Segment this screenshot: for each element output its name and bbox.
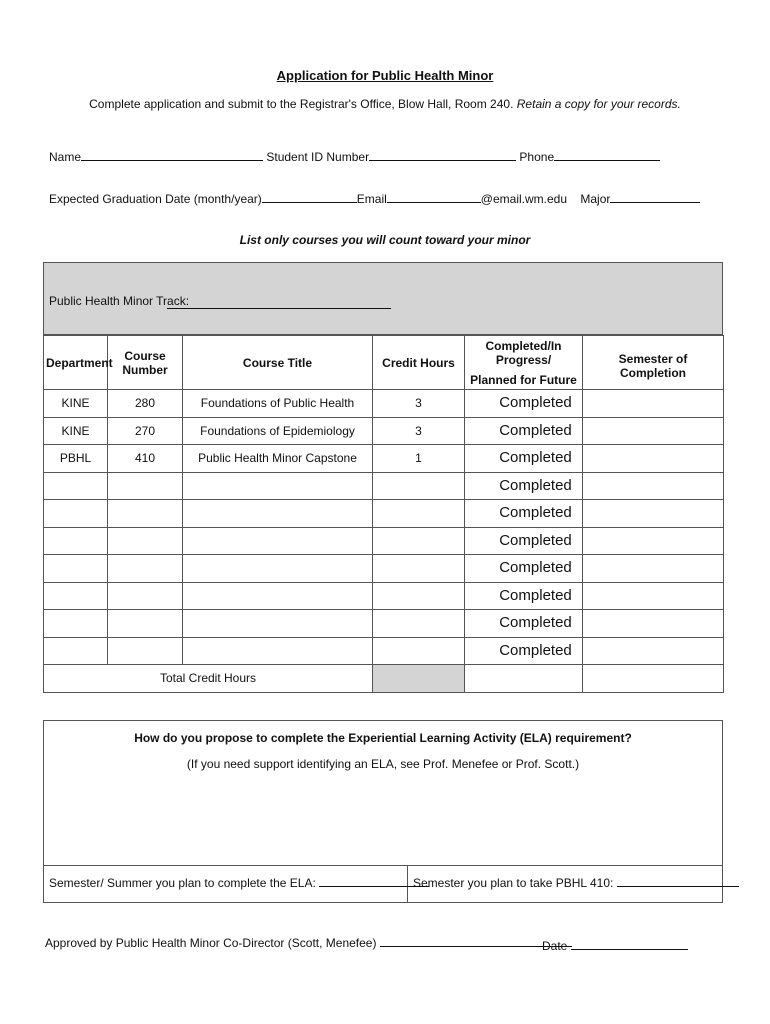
instructions-italic: Retain a copy for your records. bbox=[516, 97, 681, 111]
cell-department[interactable]: PBHL bbox=[44, 445, 108, 473]
ela-question: How do you propose to complete the Experiential Learning Activity (ELA) requirement? bbox=[134, 731, 632, 745]
table-row bbox=[44, 500, 724, 528]
graduation-info-row bbox=[49, 191, 700, 206]
total-status-blank bbox=[465, 665, 583, 693]
header-status bbox=[465, 336, 583, 390]
cell-credit-hours[interactable]: 3 bbox=[373, 390, 465, 418]
cell-semester[interactable] bbox=[583, 445, 724, 473]
grad-date-field[interactable] bbox=[262, 191, 357, 203]
cell-credit-hours[interactable] bbox=[373, 582, 465, 610]
date-label: Date bbox=[542, 939, 568, 953]
track-field[interactable] bbox=[167, 297, 391, 309]
cell-department[interactable] bbox=[44, 637, 108, 665]
cell-credit-hours[interactable] bbox=[373, 555, 465, 583]
cell-semester[interactable] bbox=[583, 582, 724, 610]
cell-status[interactable] bbox=[465, 390, 583, 418]
grad-date-label: Expected Graduation Date (month/year) bbox=[49, 192, 262, 206]
status-value[interactable]: Completed bbox=[475, 555, 572, 581]
table-row bbox=[44, 472, 724, 500]
cell-department[interactable] bbox=[44, 472, 108, 500]
cell-department[interactable] bbox=[44, 500, 108, 528]
cell-course-title[interactable] bbox=[183, 555, 373, 583]
student-id-label: Student ID Number bbox=[266, 150, 370, 164]
table-row bbox=[44, 610, 724, 638]
approved-label: Approved by Public Health Minor Co-Director (Scott, Menefee) bbox=[45, 936, 377, 950]
email-domain: @email.wm.edu bbox=[480, 192, 568, 206]
cell-course-title[interactable] bbox=[183, 610, 373, 638]
cell-status[interactable] bbox=[465, 472, 583, 500]
cell-credit-hours[interactable] bbox=[373, 637, 465, 665]
header-course-number: Course Number bbox=[108, 336, 183, 390]
header-course-title: Course Title bbox=[183, 336, 373, 390]
total-credit-hours-value[interactable] bbox=[373, 665, 465, 693]
status-value[interactable]: Completed bbox=[475, 583, 572, 609]
cell-course-title[interactable] bbox=[183, 472, 373, 500]
course-list-note: List only courses you will count toward your minor bbox=[239, 233, 531, 247]
cell-department[interactable]: KINE bbox=[44, 390, 108, 418]
cell-course-title[interactable] bbox=[183, 637, 373, 665]
email-label: Email bbox=[356, 192, 387, 206]
cell-semester[interactable] bbox=[583, 555, 724, 583]
ela-semester-row bbox=[49, 875, 429, 890]
total-row bbox=[44, 665, 724, 693]
cell-course-number[interactable] bbox=[108, 582, 183, 610]
cell-course-title[interactable] bbox=[183, 582, 373, 610]
cell-course-title[interactable]: Public Health Minor Capstone bbox=[183, 445, 373, 473]
phone-label: Phone bbox=[519, 150, 555, 164]
table-header-row bbox=[44, 336, 724, 390]
total-semester-blank bbox=[583, 665, 724, 693]
cell-status[interactable] bbox=[465, 445, 583, 473]
table-row bbox=[44, 582, 724, 610]
student-info-row bbox=[49, 149, 660, 164]
cell-department[interactable] bbox=[44, 527, 108, 555]
header-semester: Semester of Completion bbox=[583, 336, 724, 390]
cell-department[interactable] bbox=[44, 610, 108, 638]
cell-credit-hours[interactable]: 3 bbox=[373, 417, 465, 445]
cell-semester[interactable] bbox=[583, 390, 724, 418]
cell-course-title[interactable]: Foundations of Epidemiology bbox=[183, 417, 373, 445]
date-row bbox=[542, 938, 688, 953]
cell-semester[interactable] bbox=[583, 417, 724, 445]
cell-course-number[interactable] bbox=[108, 610, 183, 638]
cell-course-title[interactable] bbox=[183, 527, 373, 555]
ela-note: (If you need support identifying an ELA, see Prof. Menefee or Prof. Scott.) bbox=[186, 757, 580, 771]
track-label: Public Health Minor Track: bbox=[49, 294, 190, 308]
major-field[interactable] bbox=[610, 191, 700, 203]
instructions-text: Complete application and submit to the Registrar's Office, Blow Hall, Room 240. bbox=[89, 97, 514, 111]
table-row bbox=[44, 527, 724, 555]
cell-credit-hours[interactable]: 1 bbox=[373, 445, 465, 473]
cell-department[interactable]: KINE bbox=[44, 417, 108, 445]
cell-course-number[interactable] bbox=[108, 555, 183, 583]
cell-semester[interactable] bbox=[583, 527, 724, 555]
major-label: Major bbox=[580, 192, 611, 206]
phone-field[interactable] bbox=[554, 149, 660, 161]
cell-semester[interactable] bbox=[583, 637, 724, 665]
cell-course-number[interactable]: 270 bbox=[108, 417, 183, 445]
cell-course-title[interactable] bbox=[183, 500, 373, 528]
cell-course-number[interactable] bbox=[108, 500, 183, 528]
form-title: Application for Public Health Minor bbox=[276, 68, 494, 83]
cell-status[interactable] bbox=[465, 417, 583, 445]
cell-semester[interactable] bbox=[583, 472, 724, 500]
cell-course-number[interactable] bbox=[108, 472, 183, 500]
cell-status[interactable] bbox=[465, 500, 583, 528]
ela-semester-label: Semester/ Summer you plan to complete the ELA: bbox=[49, 876, 316, 890]
table-row bbox=[44, 445, 724, 473]
cell-semester[interactable] bbox=[583, 500, 724, 528]
status-value[interactable]: Completed bbox=[475, 638, 572, 664]
approval-row bbox=[45, 935, 572, 950]
status-value[interactable]: Completed bbox=[475, 528, 572, 554]
cell-course-number[interactable]: 280 bbox=[108, 390, 183, 418]
name-field[interactable] bbox=[81, 149, 263, 161]
cell-department[interactable] bbox=[44, 555, 108, 583]
cell-status[interactable] bbox=[465, 527, 583, 555]
cell-status[interactable] bbox=[465, 555, 583, 583]
table-row bbox=[44, 417, 724, 445]
status-value[interactable]: Completed bbox=[475, 473, 572, 499]
cell-course-title[interactable]: Foundations of Public Health bbox=[183, 390, 373, 418]
date-field[interactable] bbox=[571, 938, 688, 950]
cell-status[interactable] bbox=[465, 637, 583, 665]
course-table bbox=[43, 335, 724, 693]
table-row bbox=[44, 390, 724, 418]
status-value[interactable]: Completed bbox=[475, 390, 572, 416]
cell-credit-hours[interactable] bbox=[373, 472, 465, 500]
cell-credit-hours[interactable] bbox=[373, 500, 465, 528]
header-status-line2: Planned for Future bbox=[470, 372, 577, 387]
status-value[interactable]: Completed bbox=[475, 445, 572, 471]
table-row bbox=[44, 637, 724, 665]
cell-status[interactable] bbox=[465, 610, 583, 638]
pbhl-semester-row bbox=[413, 875, 739, 890]
ela-divider bbox=[43, 865, 723, 866]
cell-credit-hours[interactable] bbox=[373, 527, 465, 555]
pbhl-semester-label: Semester you plan to take PBHL 410: bbox=[413, 876, 614, 890]
cell-course-number[interactable]: 410 bbox=[108, 445, 183, 473]
total-credit-hours-label: Total Credit Hours bbox=[44, 665, 373, 693]
cell-semester[interactable] bbox=[583, 610, 724, 638]
name-label: Name bbox=[49, 150, 82, 164]
cell-status[interactable] bbox=[465, 582, 583, 610]
cell-course-number[interactable] bbox=[108, 527, 183, 555]
status-value[interactable]: Completed bbox=[475, 418, 572, 444]
student-id-field[interactable] bbox=[369, 149, 516, 161]
table-row bbox=[44, 555, 724, 583]
email-field[interactable] bbox=[387, 191, 481, 203]
header-credit-hours: Credit Hours bbox=[373, 336, 465, 390]
pbhl-semester-field[interactable] bbox=[617, 875, 739, 887]
cell-course-number[interactable] bbox=[108, 637, 183, 665]
form-instructions bbox=[0, 97, 770, 111]
cell-credit-hours[interactable] bbox=[373, 610, 465, 638]
status-value[interactable]: Completed bbox=[475, 610, 572, 636]
cell-department[interactable] bbox=[44, 582, 108, 610]
header-department: Department bbox=[44, 336, 108, 390]
status-value[interactable]: Completed bbox=[475, 500, 572, 526]
header-status-line1: Completed/In Progress/ bbox=[485, 338, 562, 367]
